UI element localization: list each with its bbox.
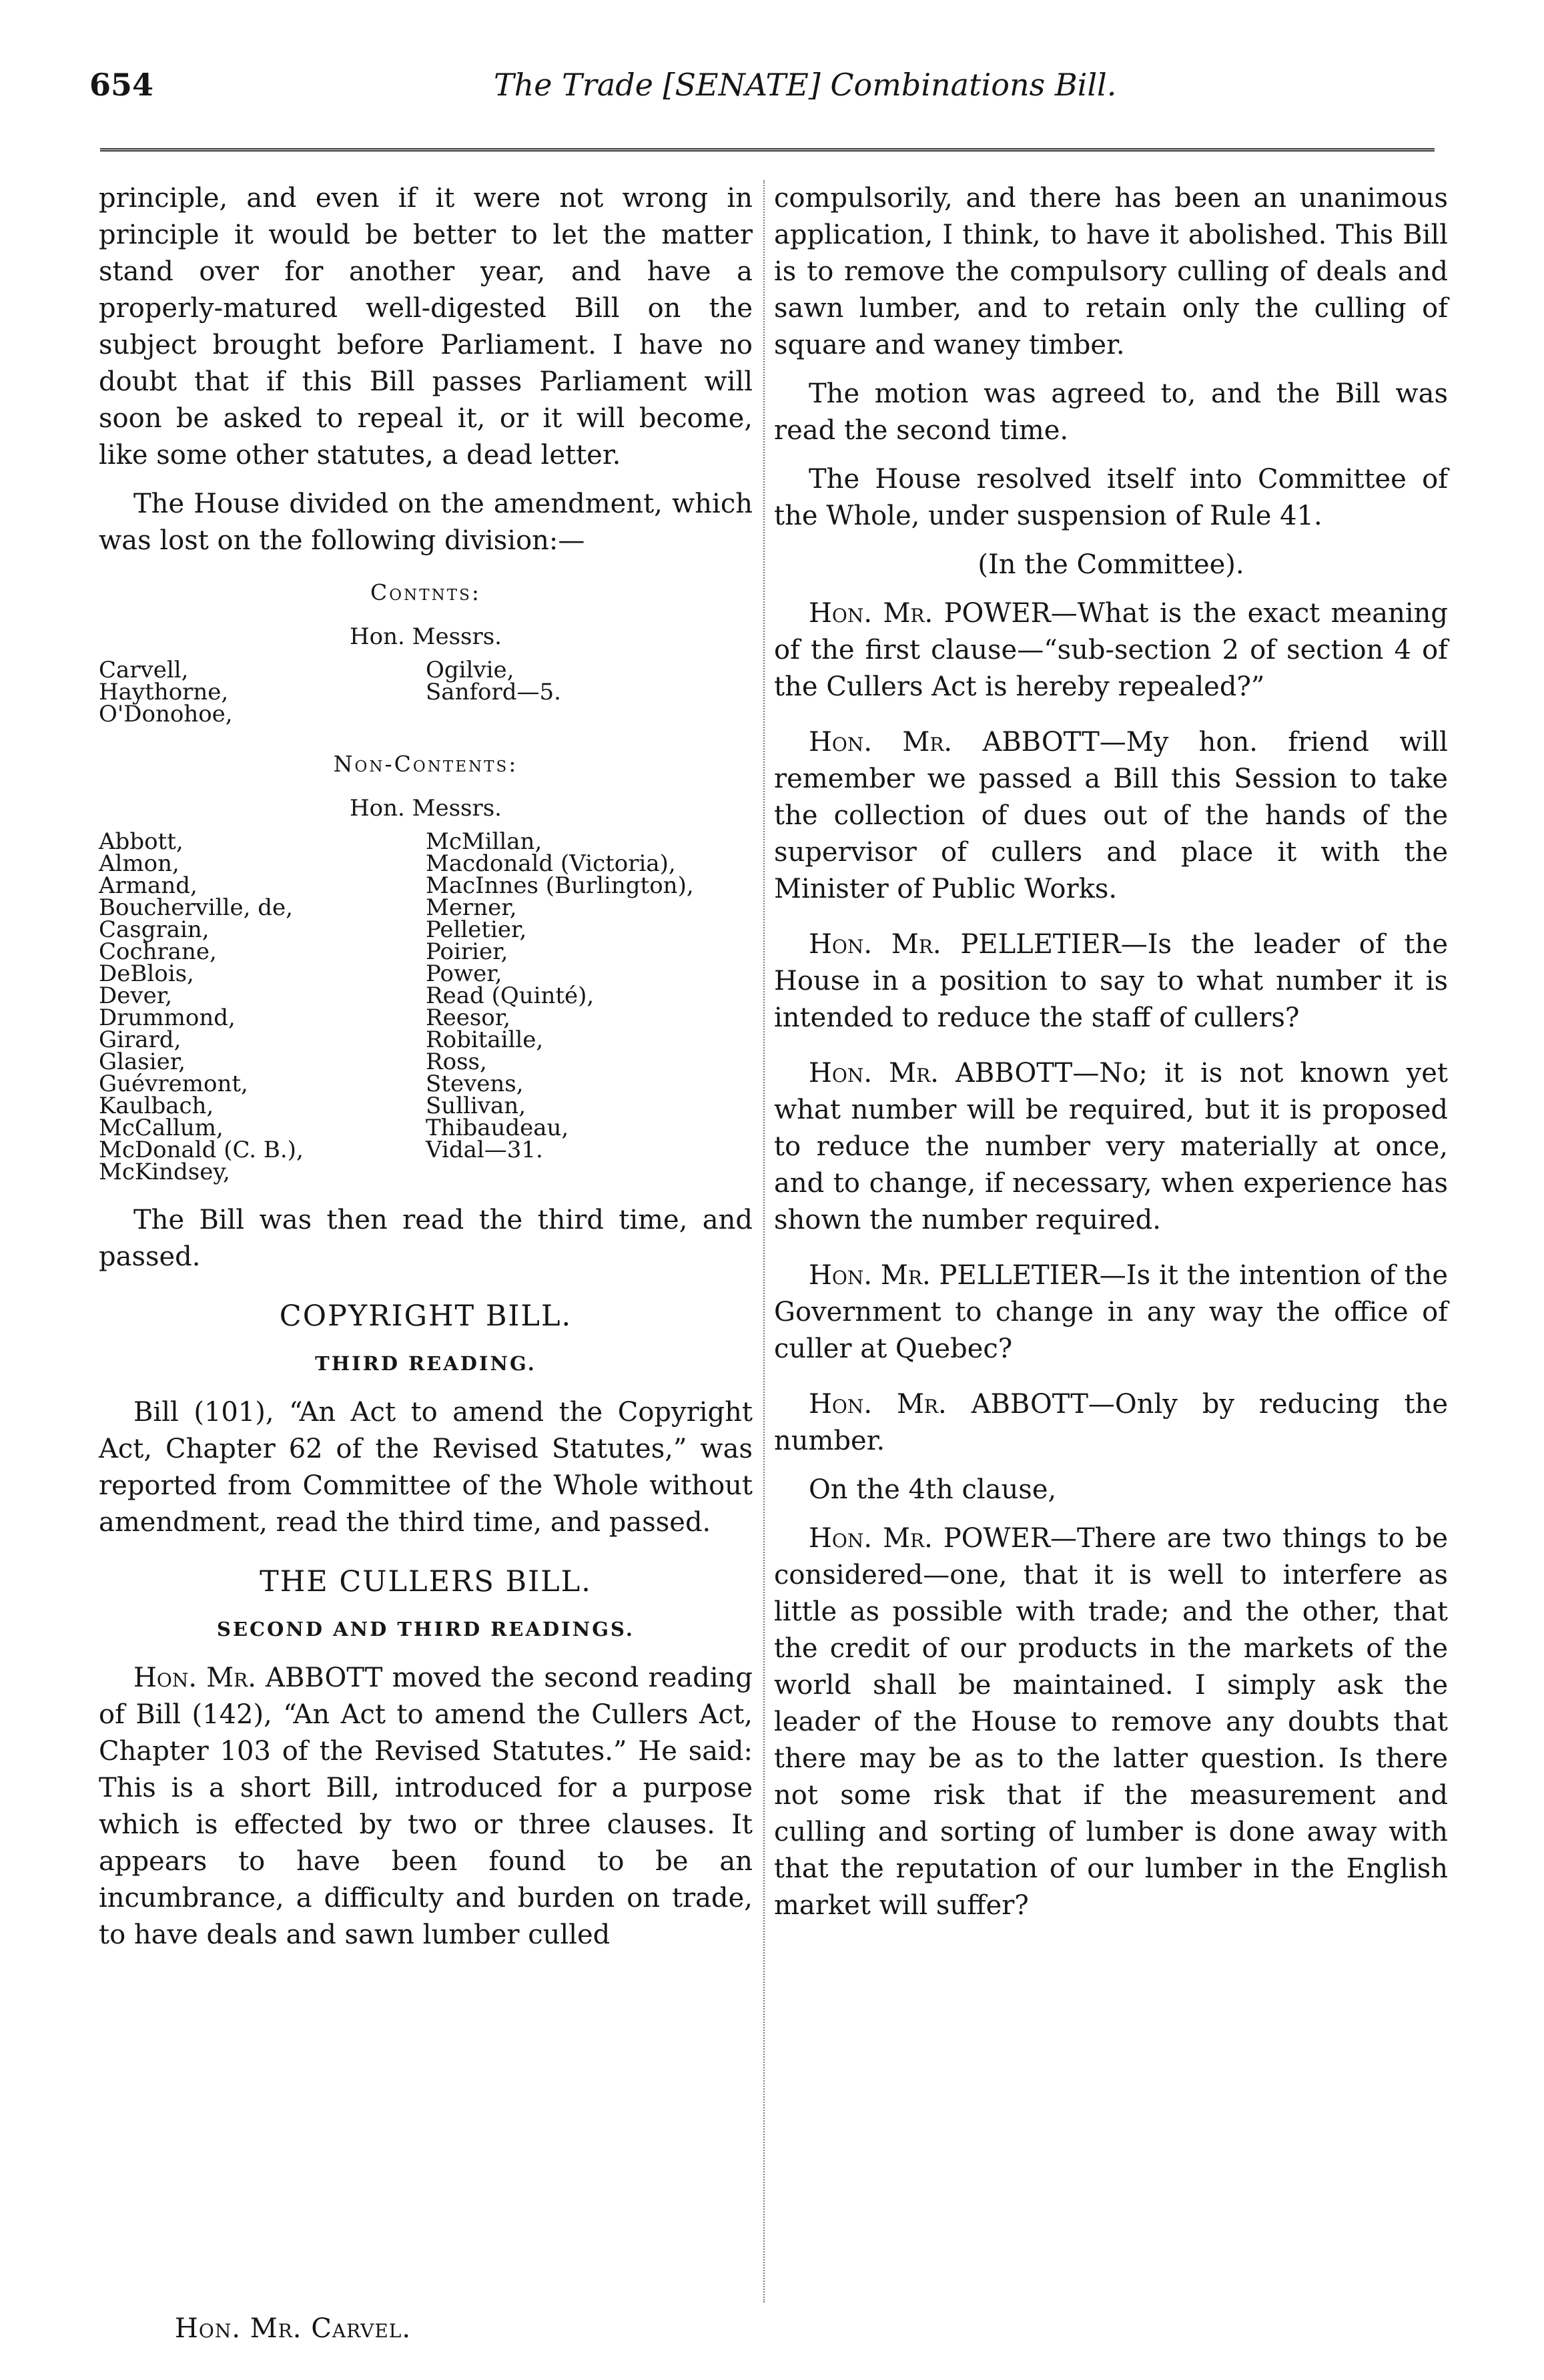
paragraph <box>774 926 1448 1036</box>
member-name: Glasier, <box>99 1049 186 1075</box>
contents-hon-messrs: Hon. Messrs. <box>350 623 502 650</box>
member-name: Abbott, <box>99 828 183 855</box>
member-name: Poirier, <box>426 938 508 965</box>
speech-text: —Only by reducing the number. <box>774 1389 1448 1456</box>
paragraph <box>774 595 1448 705</box>
paragraph <box>774 1520 1448 1924</box>
committee-note: (In the Committee). <box>978 549 1244 580</box>
speaker-name: Hon. Mr. ABBOTT <box>809 1389 1088 1420</box>
noncontents-label: Non-Contents: <box>333 751 518 777</box>
member-name: McMillan, <box>426 828 542 855</box>
noncontents-hon-messrs: Hon. Messrs. <box>350 795 502 822</box>
section-subheading: THIRD READING. <box>315 1352 536 1375</box>
speech-text: moved the second reading of Bill (142), “An Act to amend the Cullers Act, Chapter 103 of the Revised Statutes.” He said: This is a short Bill, introduced for a purpose which is effected by two or three clauses. It appears to have been found to be an incumbrance, a difficulty and burden on trade, to have deals and sawn lumber culled <box>99 1663 753 1950</box>
member-name: Haythorne, <box>99 679 229 705</box>
speaker-name: Hon. Mr. ABBOTT <box>809 727 1100 758</box>
member-name: Vidal—31. <box>426 1137 543 1163</box>
paragraph <box>99 1660 753 1954</box>
right-column <box>774 180 1448 1924</box>
left-column <box>99 180 753 1954</box>
speaker-name: Hon. Mr. PELLETIER <box>809 929 1121 960</box>
member-name: Carvell, <box>99 657 189 683</box>
speaker-name: Hon. Mr. POWER <box>809 1523 1050 1554</box>
member-name: MacInnes (Burlington), <box>426 872 694 899</box>
member-name: McDonald (C. B.), <box>99 1137 304 1163</box>
noncontents-left-names <box>99 828 426 1185</box>
member-name: Dever, <box>99 982 173 1009</box>
paragraph: The House divided on the amendment, which was lost on the following division:— <box>99 489 753 556</box>
contents-list <box>99 659 753 725</box>
paragraph <box>774 1386 1448 1460</box>
speech-text: —There are two things to be considered—one, that it is well to interfere as little as possible with trade; and the other, that the credit of our products in the markets of the world shall be maintained. I simply ask the leader of the House to remove any doubts that there may be as to the latter question. Is there not some risk that if the measurement and culling and sorting of lumber is done away with that the reputation of our lumber in the English market will suffer? <box>774 1523 1449 1921</box>
contents-right-names <box>426 659 746 725</box>
speech-text: —Is the leader of the House in a position to say to what number it is intended to reduce the staff of cullers? <box>774 929 1448 1033</box>
footer-signoff: Hon. Mr. Carvel. <box>175 2313 412 2344</box>
member-name: McKindsey, <box>99 1159 230 1185</box>
member-name: Sullivan, <box>426 1093 526 1119</box>
paragraph <box>774 1055 1448 1239</box>
member-name: Girard, <box>99 1026 181 1053</box>
paragraph: compulsorily, and there has been an unanimous application, I think, to have it abolished. This Bill is to remove the compulsory culling of deals and sawn lumber, and to retain only the culling of square and waney timber. <box>774 183 1448 360</box>
paragraph: The House resolved itself into Committee of the Whole, under suspension of Rule 41. <box>774 464 1448 531</box>
member-name: Thibaudeau, <box>426 1115 569 1141</box>
contents-left-names <box>99 659 426 725</box>
member-name: Armand, <box>99 872 198 899</box>
member-name: DeBlois, <box>99 960 194 987</box>
section-heading-cullers: THE CULLERS BILL. <box>260 1565 592 1598</box>
member-name: Read (Quinté), <box>426 982 595 1009</box>
member-name: Casgrain, <box>99 916 210 943</box>
noncontents-right-names <box>426 828 746 1183</box>
member-name: Merner, <box>426 894 517 921</box>
speaker-name: Hon. Mr. POWER <box>809 598 1051 629</box>
speaker-name: Hon. Mr. ABBOTT <box>133 1663 383 1693</box>
paragraph: On the 4th clause, <box>809 1474 1057 1505</box>
member-name: Cochrane, <box>99 938 217 965</box>
header-rule <box>100 148 1435 152</box>
member-name: Kaulbach, <box>99 1093 214 1119</box>
paragraph: principle, and even if it were not wrong in principle it would be better to let the matter stand over for another year, and have a properly-matured well-digested Bill on the subject brought before Parliament. I have no doubt that if this Bill passes Parliament will soon be asked to repeal it, or it will become, like some other statutes, a dead letter. <box>99 183 753 471</box>
member-name: Boucherville, de, <box>99 894 293 921</box>
speaker-name: Hon. Mr. PELLETIER <box>809 1260 1100 1291</box>
member-name: Power, <box>426 960 502 987</box>
speaker-name: Hon. Mr. ABBOTT <box>809 1058 1073 1089</box>
member-name: Pelletier, <box>426 916 527 943</box>
section-heading-copyright: COPYRIGHT BILL. <box>279 1299 572 1333</box>
running-title: The Trade [SENATE] Combinations Bill. <box>494 67 1117 103</box>
member-name: Ross, <box>426 1049 487 1075</box>
page-number: 654 <box>89 67 154 103</box>
member-name: O'Donohoe, <box>99 701 233 727</box>
speech-text: —No; it is not known yet what number will be required, but it is proposed to reduce the number very materially at once, and to change, if necessary, when experience has shown the number required. <box>774 1058 1448 1235</box>
paragraph <box>774 1257 1448 1368</box>
paragraph: The Bill was then read the third time, and passed. <box>99 1205 753 1272</box>
paragraph <box>774 724 1448 908</box>
member-name: Drummond, <box>99 1004 236 1031</box>
column-divider <box>763 180 765 2303</box>
member-name: Macdonald (Victoria), <box>426 850 676 877</box>
section-subheading: SECOND AND THIRD READINGS. <box>217 1618 635 1641</box>
member-name: Robitaille, <box>426 1026 544 1053</box>
member-name: Guévremont, <box>99 1071 248 1097</box>
speech-text: —My hon. friend will remember we passed a Bill this Session to take the collection of dues out of the hands of the supervisor of cullers and place it with the Minister of Public Works. <box>774 727 1448 904</box>
member-name: Ogilvie, <box>426 657 514 683</box>
noncontents-list <box>99 828 753 1185</box>
speech-text: —Is it the intention of the Government to change in any way the office of culler at Quebec? <box>774 1260 1448 1364</box>
member-name: Almon, <box>99 850 179 877</box>
contents-label: Contnts: <box>370 579 481 605</box>
member-name: Sanford—5. <box>426 679 561 705</box>
speech-text: —What is the exact meaning of the first clause—“sub-section 2 of section 4 of the Cullers Act is hereby repealed?” <box>774 598 1448 702</box>
member-name: McCallum, <box>99 1115 224 1141</box>
member-name: Reesor, <box>426 1004 511 1031</box>
member-name: Stevens, <box>426 1071 524 1097</box>
paragraph: The motion was agreed to, and the Bill was read the second time. <box>774 378 1448 446</box>
paragraph: Bill (101), “An Act to amend the Copyright Act, Chapter 62 of the Revised Statutes,” was reported from Committee of the Whole without amendment, read the third time, and passed. <box>99 1397 753 1538</box>
